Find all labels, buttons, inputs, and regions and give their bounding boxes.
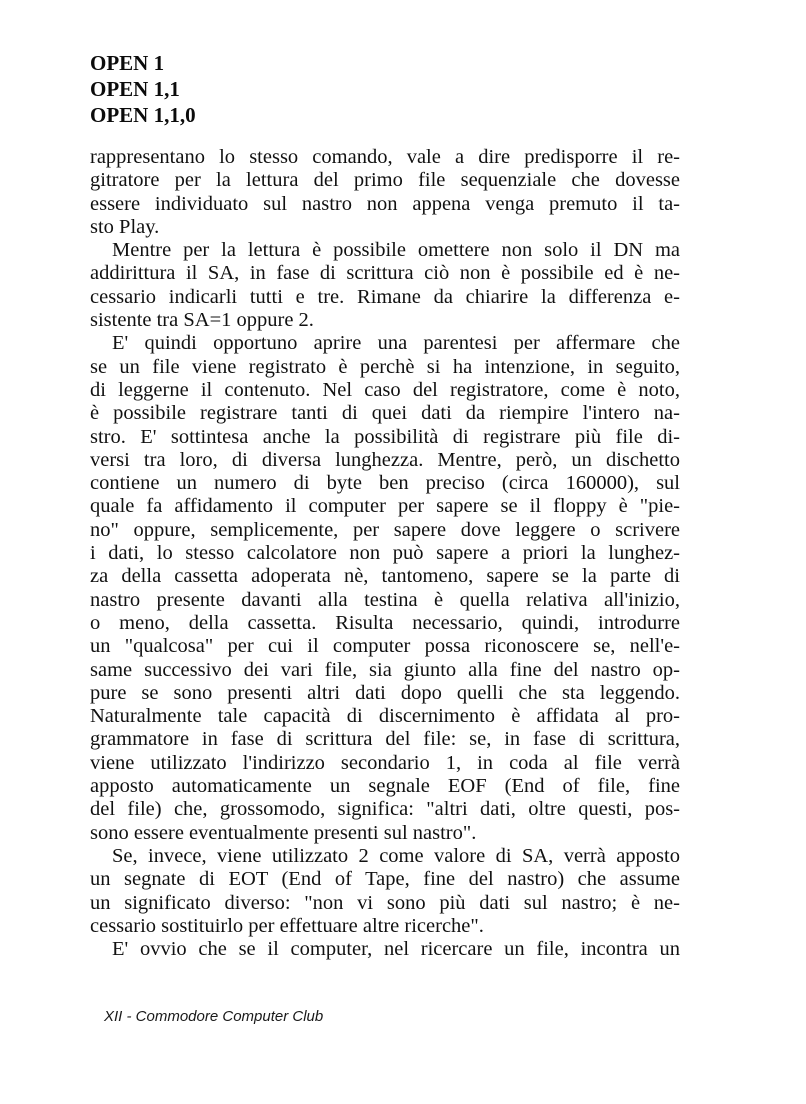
text-line: Mentre per la lettura è possibile omettere non solo il DN ma: [112, 239, 680, 262]
text-line: un segnate di EOT (End of Tape, fine del nastro) che assume: [90, 868, 680, 891]
text-line: se un file viene registrato è perchè si ha intenzione, in seguito,: [90, 355, 680, 378]
text-line: nastro presente davanti alla testina è quella relativa all'inizio,: [90, 588, 680, 611]
page-footer: XII - Commodore Computer Club: [104, 1008, 324, 1025]
text-line: grammatore in fase di scrittura del file: se, in fase di scrittura,: [90, 728, 680, 751]
text-line: di leggerne il contenuto. Nel caso del registratore, come è noto,: [90, 378, 680, 401]
text-line: sto Play.: [90, 215, 160, 238]
text-line: same successivo dei vari file, sia giunto alla fine del nastro op-: [90, 658, 680, 681]
text-line: un "qualcosa" per cui il computer possa riconoscere se, nell'e-: [90, 635, 680, 658]
text-line: cessario sostituirlo per effettuare altre ricerche".: [90, 914, 484, 937]
text-line: addirittura il SA, in fase di scrittura ciò non è possibile ed è ne-: [90, 262, 680, 285]
command-line: OPEN 1: [90, 51, 165, 75]
text-line: cessario indicarli tutti e tre. Rimane da chiarire la differenza e-: [90, 285, 680, 308]
text-line: apposto automaticamente un segnale EOF (End of file, fine: [90, 775, 680, 798]
text-line: pure se sono presenti altri dati dopo quelli che sta leggendo.: [90, 681, 680, 704]
text-line: E' quindi opportuno aprire una parentesi per affermare che: [112, 332, 680, 355]
text-line: rappresentano lo stesso comando, vale a dire predisporre il re-: [90, 146, 680, 168]
command-list: [90, 50, 196, 128]
command-line: OPEN 1,1,0: [90, 103, 196, 127]
text-line: un significato diverso: "non vi sono più dati sul nastro; è ne-: [90, 891, 680, 914]
text-line: essere individuato sul nastro non appena venga premuto il ta-: [90, 192, 680, 215]
text-line: Se, invece, viene utilizzato 2 come valore di SA, verrà apposto: [112, 844, 680, 867]
text-line: sono essere eventualmente presenti sul nastro".: [90, 821, 477, 844]
text-line: sistente tra SA=1 oppure 2.: [90, 309, 314, 332]
text-line: o meno, della cassetta. Risulta necessario, quindi, introdurre: [90, 611, 680, 634]
body-text: [90, 146, 680, 961]
text-line: viene utilizzato l'indirizzo secondario 1, in coda al file verrà: [90, 751, 680, 774]
text-line: del file) che, grossomodo, significa: "altri dati, oltre questi, pos-: [90, 798, 680, 821]
text-line: contiene un numero di byte ben preciso (circa 160000), sul: [90, 472, 680, 495]
text-line: za della cassetta adoperata nè, tantomeno, sapere se la parte di: [90, 565, 680, 588]
text-line: E' ovvio che se il computer, nel ricercare un file, incontra un: [112, 938, 680, 961]
text-line: versi tra loro, di diversa lunghezza. Mentre, però, un dischetto: [90, 448, 680, 471]
text-line: è possibile registrare tanti di quei dati da riempire l'intero na-: [90, 402, 680, 425]
text-line: quale fa affidamento il computer per sapere se il floppy è "pie-: [90, 495, 680, 518]
command-line: OPEN 1,1: [90, 77, 180, 101]
text-line: no" oppure, semplicemente, per sapere dove leggere o scrivere: [90, 518, 680, 541]
text-line: stro. E' sottintesa anche la possibilità di registrare più file di-: [90, 425, 680, 448]
text-line: i dati, lo stesso calcolatore non può sapere a priori la lunghez-: [90, 542, 680, 565]
text-line: gitratore per la lettura del primo file sequenziale che dovesse: [90, 169, 680, 192]
text-line: Naturalmente tale capacità di discernimento è affidata al pro-: [90, 705, 680, 728]
